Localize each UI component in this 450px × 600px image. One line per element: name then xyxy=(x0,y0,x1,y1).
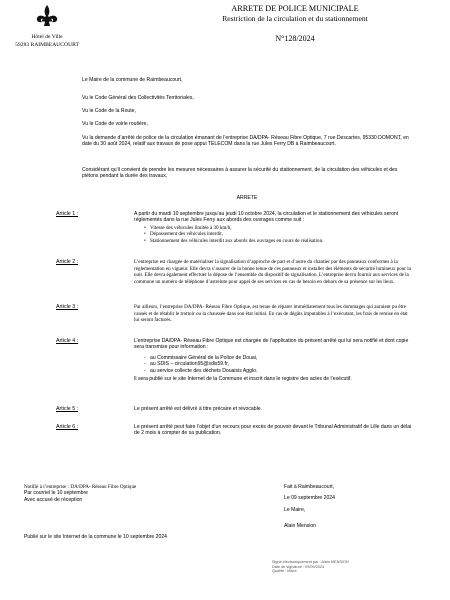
title-line2: Restriction de la circulation et du stationnement xyxy=(222,14,368,23)
vu-demande: Vu la demande d’arrêté de police de la circulation émanant de l’entreprise DA/DPA- Réseau Fibre Optique, 7 rue Descartes, 95330 DOMONT, en date du 30 août 2024, relatif aux travaux de pose appui TELECOM dans la rue Jules Ferry DB à Raimbeaucourt. xyxy=(82,135,409,148)
list-item: - au SDIS – circulation95@sdis59.fr, xyxy=(144,361,412,367)
article-3-label: Article 3 : xyxy=(56,304,79,310)
fleur-de-lis-icon xyxy=(34,4,60,30)
mairie-address xyxy=(6,33,88,49)
sig-line2: Date de signature : 09/09/2024 xyxy=(272,564,325,569)
list-item: • Stationnement des véhicules interdit aux abords des ouvrages en cours de réalisation. xyxy=(144,238,412,244)
article-6-label: Article 6 : xyxy=(56,424,79,430)
article-5-label: Article 5 : xyxy=(56,406,79,412)
article-1-label: Article 1 : xyxy=(56,211,79,217)
publication-line: Publié sur le site Internet de la commune le 10 septembre 2024 xyxy=(24,534,167,540)
list-item: - au Commissaire Général de la Police de Douai, xyxy=(144,355,412,361)
notifie-line: Notifié à l’entreprise : DA/DPA- Réseau Fibre Optique xyxy=(24,484,137,490)
maire-title: Le Maire, xyxy=(284,506,306,513)
title-line1: ARRETE DE POLICE MUNICIPALE xyxy=(231,4,359,13)
accuse-line: Avec accusé de réception xyxy=(24,496,83,503)
article-4-after: Il sera publié sur le site Internet de la Commune et inscrit dans le registre des actes de l’exécutif. xyxy=(134,376,352,383)
article-2-label: Article 2 : xyxy=(56,259,79,265)
article-4-label: Article 4 : xyxy=(56,338,79,344)
list-item: - au service collecte des déchets Douaisis Agglo. xyxy=(144,368,412,374)
list-item: • Vitesse des véhicules limitée à 30 km/h, xyxy=(144,225,412,231)
vu-cgct: Vu le Code Général des Collectivités Territoriales, xyxy=(82,95,194,101)
arrete-number: N°128/2024 xyxy=(275,34,315,43)
notification-block xyxy=(24,484,244,503)
article-5-text: Le présent arrêté est délivré à titre précaire et révocable. xyxy=(134,406,262,412)
signataire-name: Alain Mension xyxy=(284,523,316,530)
sig-line1: Signé électroniquement par : Alain MENSION xyxy=(272,560,349,564)
article-1-body xyxy=(134,211,412,244)
article-1-text: A partir du mardi 10 septembre jusqu’au jeudi 10 octobre 2024, la circulation et le stationnement des véhicules seront réglementés dans la rue Jules Ferry aux abords des ouvrages comme suit : xyxy=(134,211,399,224)
document-title xyxy=(180,4,410,43)
arrete-heading: ARRETE xyxy=(236,195,258,201)
article-4-body xyxy=(134,338,412,382)
article-6-text: Le présent arrêté peut faire l’objet d’un recours pour excès de pouvoir devant le Tribunal Administratif de Lille dans un délai de 2 mois à compter de sa publication. xyxy=(134,424,412,437)
list-item: • Dépassement des véhicules interdit, xyxy=(144,231,412,237)
considerant: Considérant qu’il convient de prendre les mesures nécessaires à assurer la sécurité du stationnement, de la circulation des véhicules et des piétons pendant la durée des travaux, xyxy=(82,167,398,180)
fait-a: Fait à Raimbeaucourt, xyxy=(284,484,335,490)
maire-line: Le Maire de la commune de Raimbeaucourt, xyxy=(82,77,183,83)
date-line: Le 09 septembre 2024 xyxy=(284,495,335,502)
vu-code-route: Vu le Code de la Route, xyxy=(82,108,136,114)
article-2-text: L’entreprise est chargée de matérialiser la signalisation d’approche de part et d’autre du chantier par des panneaux conformes à la réglementation en vigueur. Elle devra s’assurer de la bonne tenue de ces panneaux et installer des éléments de sécurité lumineux pour la nuit. Elle devra également effectuer la dépose de l’ensemble du dispositif de signalisation. L’entreprise devra fournir aux services de la commune un numéro de téléphone d’astreinte pour appel de ses services en cas de besoin en dehors de sa présence sur les lieux. xyxy=(134,259,411,285)
signature-block xyxy=(284,484,424,530)
courriel-line: Par courriel le 10 septembre xyxy=(24,490,88,497)
electronic-signature xyxy=(272,560,422,574)
article-4-text: L’entreprise DA/DPA- Réseau Fibre Optique est chargée de l’application du présent arrêté qui lui sera notifié et dont copie sera transmise pour information : xyxy=(134,338,409,351)
sig-line3: Qualité : Maire xyxy=(272,569,297,574)
mairie-line2: 59283 RAIMBEAUCOURT xyxy=(15,42,79,48)
vu-code-voirie: Vu le Code de voirie routière, xyxy=(82,121,148,127)
mairie-line1: Hôtel de Ville xyxy=(31,34,63,40)
article-3-text: Par ailleurs, l’entreprise DA/DPA- Réseau Fibre Optique, est tenue de réparer immédiatement tous les dommages qui auraient pu être causés et de rétablir le trottoir ou la chaussée dans son état initial. En cas de dégâts imputables à l’exécutant, les frais de remise en état lui seront facturés. xyxy=(134,304,408,324)
